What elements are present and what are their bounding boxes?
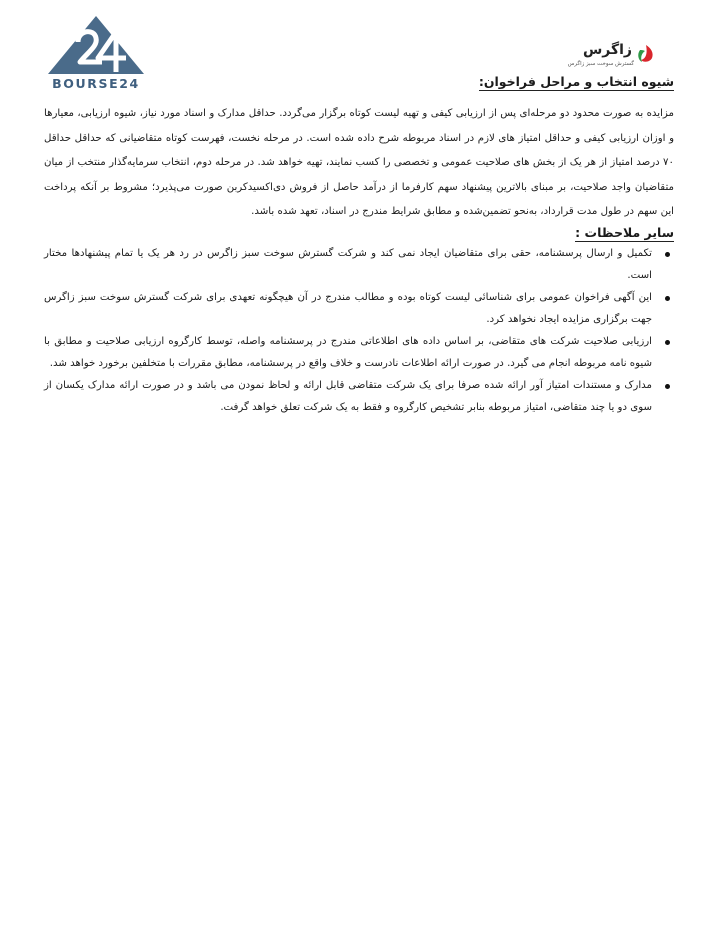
zagros-flame-icon bbox=[636, 44, 656, 64]
note-text: این آگهی فراخوان عمومی برای شناسائی لیست کوتاه بوده و مطالب مندرج در آن هیچگونه تعهدی برای شرکت گسترش سوخت سبز زاگرس جهت برگزاری مزایده ایجاد نخواهد کرد. bbox=[44, 292, 652, 325]
heading-text: سایر ملاحظات : bbox=[575, 225, 674, 240]
list-item bbox=[44, 375, 674, 419]
zagros-tagline: گسترش سوخت سبز زاگرس bbox=[567, 61, 634, 67]
selection-paragraph: مزایده به صورت محدود دو مرحله‌ای پس از ارزیابی کیفی و تهیه لیست کوتاه برگزار می‌گردد. حداقل مدارک و اسناد مورد نیاز، شیوه ارزیابی، معیارها و اوزان ارزیابی کیفی و حداقل امتیاز های لازم در اسناد مربوطه شرح داده شده است. در مرحله نخست، فهرست کوتاه متقاضیانی که حداقل حداقل ۷۰ درصد امتیاز از هر یک از بخش های صلاحیت عمومی و تخصصی را کسب نمایند، تهیه خواهد شد. در مرحله دوم، انتخاب سرمایه‌گذار منتخب از میان متقاضیان واجد صلاحیت، بر مبنای بالاترین پیشنهاد سهم کارفرما از درآمد حاصل از فروش دی‌اکسیدکربن صورت می‌پذیرد؛ مشروط بر آنکه پرداخت این سهم در طول مدت قرارداد، به‌نحو تضمین‌شده و مطابق شرایط مندرج در اسناد، تعهد شده باشد. bbox=[44, 108, 674, 218]
note-text: ارزیابی صلاحیت شرکت های متقاضی، بر اساس داده های اطلاعاتی مندرج در پرسشنامه واصله، توسط کارگروه ارزیابی صلاحیت و مطابق با شیوه نامه مربوطه انجام می گیرد. در صورت ارائه اطلاعات نادرست و خلاف واقع در پرسشنامه، مطابق مقررات با متخلفین برخورد خواهد شد. bbox=[44, 336, 652, 369]
section-heading-notes bbox=[44, 222, 674, 242]
list-item bbox=[44, 243, 674, 287]
note-text: تکمیل و ارسال پرسشنامه، حقی برای متقاضیان ایجاد نمی کند و شرکت گسترش سوخت سبز زاگرس در رد هر یک یا تمام پیشنهادها مختار است. bbox=[44, 248, 652, 281]
bourse24-wordmark: BOURSE24 bbox=[52, 76, 140, 91]
bullet-icon bbox=[665, 340, 670, 345]
bourse24-emblem-icon bbox=[44, 12, 148, 78]
section-heading-selection bbox=[44, 71, 674, 91]
heading-text: شیوه انتخاب و مراحل فراخوان: bbox=[478, 74, 674, 89]
bullet-icon bbox=[665, 296, 670, 301]
note-text: مدارک و مستندات امتیاز آور ارائه شده صرفا برای یک شرکت متقاضی قابل ارائه و لحاظ نمودن می باشد و در صورت ارائه مدارک یکسان از سوی دو یا چند متقاضی، امتیاز مربوطه بنابر تشخیص کارگروه و فقط به یک شرکت تعلق خواهد گرفت. bbox=[44, 380, 652, 413]
bullet-icon bbox=[665, 252, 670, 257]
list-item bbox=[44, 287, 674, 331]
zagros-logo bbox=[564, 42, 656, 72]
zagros-wordmark: زاگرس bbox=[582, 42, 632, 58]
bullet-icon bbox=[665, 384, 670, 389]
list-item bbox=[44, 331, 674, 375]
notes-list bbox=[44, 243, 674, 419]
